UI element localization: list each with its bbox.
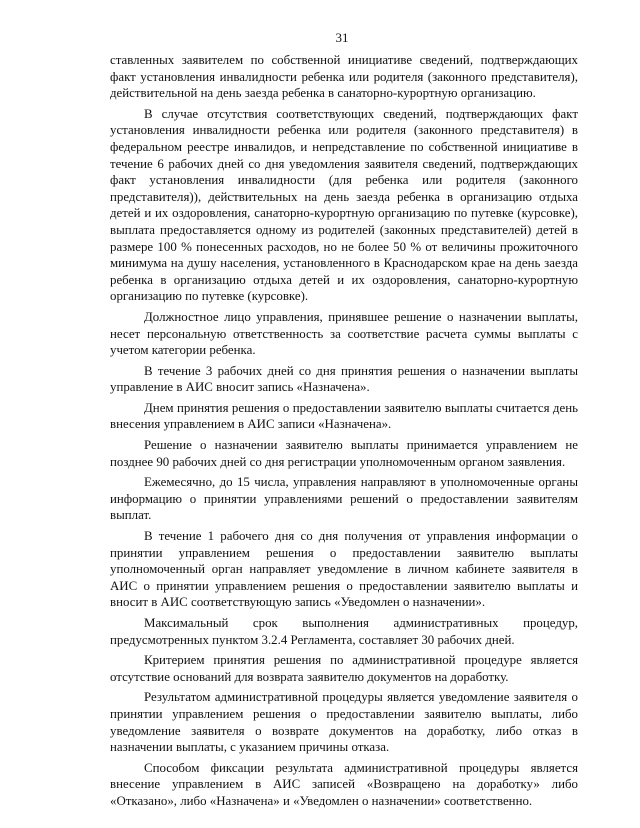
paragraph-disability-absence: В случае отсутствия соответствующих сведений, подтверждающих факт установления инвалидности ребенка или родителя (законного представителя) в федеральном реестре инвалидов, и непредставление по собственной инициативе в течение 6 рабочих дней со дня уведомления заявителя сведений, подтверждающих факт установления инвалидности (для ребенка или родителя (законного представителя)), действительных на день заезда ребенка в организацию отдыха детей и их оздоровления, санаторно-курортную организацию по путевке (курсовке), выплата предоставляется одному из родителей (законных представителей) детей в размере 100 % понесенных расходов, но не более 50 % от величины прожиточного минимума на душу населения, установленного в Краснодарском крае на день заезда ребенка в организацию отдыха детей и их оздоровления, санаторно-курортную организацию по путевке (курсовке). [110, 106, 578, 304]
paragraph-result: Результатом административной процедуры является уведомление заявителя о принятии управлением решения о предоставлении заявителю выплаты, либо уведомление заявителя о возврате документов на доработку, либо отказ в назначении выплаты, с указанием причины отказа. [110, 690, 578, 755]
paragraph-decision-deadline: Решение о назначении заявителю выплаты принимается управлением не позднее 90 рабочих дней со дня регистрации уполномоченным органом заявления. [110, 438, 578, 469]
paragraph-official-responsibility: Должностное лицо управления, принявшее решение о назначении выплаты, несет персональную ответственность за соответствие расчета суммы выплаты с учетом категории ребенка. [110, 309, 578, 358]
paragraph-ais-record: В течение 3 рабочих дней со дня принятия решения о назначении выплаты управление в АИС вносит запись «Назначена». [110, 363, 578, 395]
paragraph-notification: В течение 1 рабочего дня со дня получения от управления информации о принятии управлением решения о предоставлении заявителю выплаты уполномоченный орган направляет уведомление в личном кабинете заявителя в АИС о принятии управлением решения о предоставлении заявителю выплаты и вносит в АИС соответствующую запись «Уведомлен о назначении». [110, 529, 578, 610]
paragraph-max-term: Максимальный срок выполнения административных процедур, предусмотренных пунктом 3.2.4 Регламента, составляет 30 рабочих дней. [110, 616, 578, 647]
paragraph-monthly-report: Ежемесячно, до 15 числа, управления направляют в уполномоченные органы информацию о принятии управлениями решений о предоставлении заявителям выплат. [110, 475, 578, 523]
paragraph-continuation: ставленных заявителем по собственной инициативе сведений, подтверждающих факт установления инвалидности ребенка или родителя (законного представителя), действительной на день заезда ребенка в санаторно-курортную организацию. [110, 53, 578, 101]
paragraph-fixation-method: Способом фиксации результата административной процедуры является внесение управлением в АИС записей «Возвращено на доработку» либо «Отказано», либо «Назначена» и «Уведомлен о назначении» соответственно. [110, 760, 578, 808]
page-number: 31 [335, 30, 349, 45]
paragraph-decision-date: Днем принятия решения о предоставлении заявителю выплаты считается день внесения управлением в АИС записи «Назначена». [110, 400, 578, 432]
document-body [110, 52, 578, 814]
paragraph-criterion: Критерием принятия решения по административной процедуре является отсутствие оснований для возврата заявителю документов на доработку. [110, 653, 578, 684]
